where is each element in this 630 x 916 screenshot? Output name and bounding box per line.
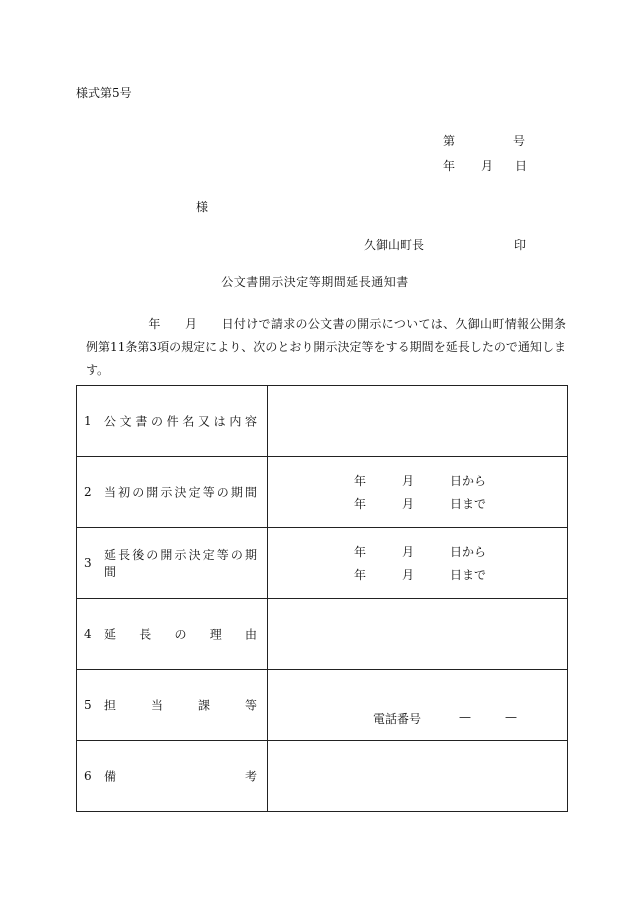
row-label-cell: [77, 457, 268, 528]
row-label-cell: [77, 670, 268, 741]
row-number: 2: [84, 485, 92, 499]
table-row: [77, 528, 568, 599]
row-label: 延長の理由: [104, 627, 258, 642]
body-month: 月: [184, 317, 198, 331]
extended-period-field[interactable]: [268, 528, 568, 599]
period-day-to: 日まで: [450, 497, 487, 511]
responsible-section-field[interactable]: [268, 670, 568, 741]
period-year: 年: [354, 474, 367, 488]
row-label: 備考: [104, 769, 258, 784]
phone-label: 電話番号: [373, 712, 422, 726]
body-year: 年: [148, 317, 161, 331]
table-row: [77, 599, 568, 670]
document-title: 公文書開示決定等期間延長通知書: [221, 275, 409, 289]
notice-body: [86, 313, 566, 382]
period-year: 年: [354, 545, 367, 559]
phone-dash: —: [505, 710, 517, 724]
row-number: 1: [84, 414, 92, 428]
table-row: [77, 457, 568, 528]
recipient-suffix: 様: [196, 200, 209, 214]
period-day-from: 日から: [450, 474, 487, 488]
form-number: 様式第5号: [76, 86, 132, 100]
date-day-label: 日: [515, 159, 528, 173]
row-number: 5: [84, 698, 92, 712]
body-text: 日付けで請求の公文書の開示については、久御山町情報公開条例第11条第3項の規定により、次のとおり開示決定等をする期間を延長したので通知します。: [86, 317, 566, 377]
doc-number-suffix: 号: [513, 134, 526, 148]
row-label-cell: [77, 386, 268, 457]
row-label: 当初の開示決定等の期間: [104, 485, 258, 500]
period-month: 月: [402, 497, 415, 511]
date-year-label: 年: [443, 159, 456, 173]
original-period-field[interactable]: [268, 457, 568, 528]
table-row: [77, 741, 568, 812]
row-number: 4: [84, 627, 92, 641]
table-row: [77, 670, 568, 741]
period-month: 月: [402, 568, 415, 582]
table-row: [77, 386, 568, 457]
extension-reason-field[interactable]: [268, 599, 568, 670]
row-number: 6: [84, 769, 92, 783]
period-month: 月: [402, 545, 415, 559]
doc-number-label: 第: [443, 134, 456, 148]
row-label: 公文書の件名又は内容: [104, 414, 258, 429]
row-label-cell: [77, 599, 268, 670]
remarks-field[interactable]: [268, 741, 568, 812]
notice-table: [76, 385, 568, 812]
period-month: 月: [402, 474, 415, 488]
period-day-to: 日まで: [450, 568, 487, 582]
row-number: 3: [84, 556, 92, 570]
period-year: 年: [354, 568, 367, 582]
seal-mark: 印: [514, 238, 527, 252]
phone-dash: —: [459, 710, 471, 724]
sender-name: 久御山町長: [364, 238, 425, 252]
period-day-from: 日から: [450, 545, 487, 559]
row-label: 担当課等: [104, 698, 258, 713]
period-year: 年: [354, 497, 367, 511]
document-subject-field[interactable]: [268, 386, 568, 457]
date-month-label: 月: [481, 159, 494, 173]
row-label-cell: [77, 528, 268, 599]
row-label: 延長後の開示決定等の期間: [104, 548, 258, 579]
row-label-cell: [77, 741, 268, 812]
